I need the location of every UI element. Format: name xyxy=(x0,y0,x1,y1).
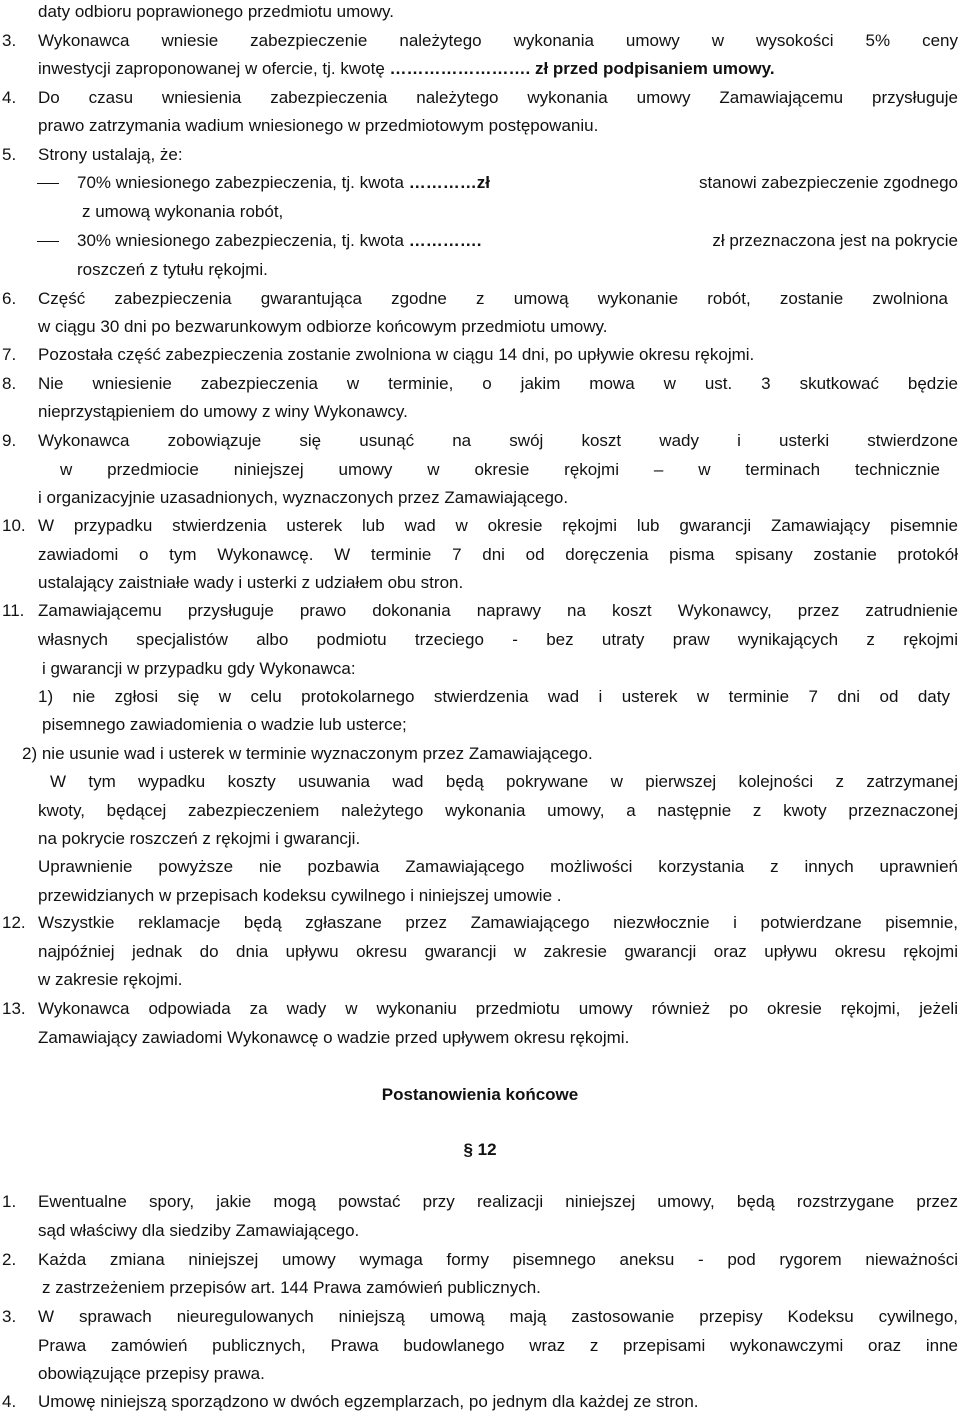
item-number: 2. xyxy=(2,1250,17,1269)
text-line xyxy=(77,230,958,252)
text-line: własnych specjalistów albo podmiotu trzeciego - bez utraty praw wynikających z rękojmi xyxy=(38,630,958,649)
text-line: najpóźniej jednak do dnia upływu okresu gwarancji w zakresie gwarancji oraz upływu okresu rękojmi xyxy=(38,942,958,961)
section-title: Postanowienia końcowe xyxy=(381,1085,579,1104)
text-line: Prawa zamówień publicznych, Prawa budowlanego wraz z przepisami wykonawczymi oraz inne xyxy=(38,1336,958,1355)
text-line: 2) nie usunie wad i usterek w terminie wyznaczonym przez Zamawiającego. xyxy=(22,744,593,763)
text-line: W przypadku stwierdzenia usterek lub wad w okresie rękojmi lub gwarancji Zamawiający pisemnie xyxy=(38,516,958,535)
text-line: Wykonawca odpowiada za wady w wykonaniu przedmiotu umowy również po okresie rękojmi, jeżeli xyxy=(38,999,958,1018)
item-number: 5. xyxy=(2,145,17,164)
text-fragment: inwestycji zaproponowanej w ofercie, tj. kwotę xyxy=(38,59,385,78)
text-line: przewidzianych w przepisach kodeksu cywilnego i niniejszej umowie . xyxy=(38,886,562,905)
text-line: Nie wniesienie zabezpieczenia w terminie, o jakim mowa w ust. 3 skutkować będzie xyxy=(38,374,958,393)
item-number: 4. xyxy=(2,1392,17,1411)
text-line: w zakresie rękojmi. xyxy=(38,970,183,989)
text-line: Strony ustalają, że: xyxy=(38,145,183,164)
dash-bullet xyxy=(37,241,59,242)
text-line: sąd właściwy dla siedziby Zamawiającego. xyxy=(38,1221,360,1240)
text-line: daty odbioru poprawionego przedmiotu umowy. xyxy=(38,2,394,21)
text-line: z zastrzeżeniem przepisów art. 144 Prawa zamówień publicznych. xyxy=(42,1278,541,1297)
dash-bullet xyxy=(37,183,59,184)
text-line: Zamawiający zawiadomi Wykonawcę o wadzie przed upływem okresu rękojmi. xyxy=(38,1028,630,1047)
text-line: obowiązujące przepisy prawa. xyxy=(38,1364,265,1383)
text-line: prawo zatrzymania wadium wniesionego w przedmiotowym postępowaniu. xyxy=(38,116,599,135)
text-fragment: 30% wniesionego zabezpieczenia, tj. kwota …………. xyxy=(77,231,482,250)
item-number: 1. xyxy=(2,1192,17,1211)
item-number: 9. xyxy=(2,431,17,450)
amount-blank: ……………………. zł przed podpisaniem umowy. xyxy=(389,59,775,78)
text-line: pisemnego zawiadomienia o wadzie lub usterce; xyxy=(42,715,407,734)
item-number: 8. xyxy=(2,374,17,393)
text-line: w ciągu 30 dni po bezwarunkowym odbiorze końcowym przedmiotu umowy. xyxy=(38,317,608,336)
item-number: 3. xyxy=(2,31,17,50)
text-line: na pokrycie roszczeń z rękojmi i gwarancji. xyxy=(38,829,361,848)
item-number: 10. xyxy=(2,516,26,535)
text-line: i organizacyjnie uzasadnionych, wyznaczonych przez Zamawiającego. xyxy=(38,488,569,507)
text-line: roszczeń z tytułu rękojmi. xyxy=(77,260,268,279)
text-line: kwoty, będącej zabezpieczeniem należytego wykonania umowy, a następnie z kwoty przeznaczonej xyxy=(38,801,958,820)
item-number: 4. xyxy=(2,88,17,107)
text-fragment: zł przeznaczona jest na pokrycie xyxy=(712,231,958,250)
text-line: ustalający zaistniałe wady i usterki z udziałem obu stron. xyxy=(38,573,464,592)
text-line xyxy=(77,172,958,194)
text-line: W tym wypadku koszty usuwania wad będą pokrywane w pierwszej kolejności z zatrzymanej xyxy=(50,772,958,791)
text-line: nieprzystąpieniem do umowy z winy Wykonawcy. xyxy=(38,402,408,421)
item-number: 7. xyxy=(2,345,17,364)
text-line: 1) nie zgłosi się w celu protokolarnego stwierdzenia wad i usterek w terminie 7 dni od daty xyxy=(38,687,950,706)
item-number: 13. xyxy=(2,999,26,1018)
text-line: Zamawiającemu przysługuje prawo dokonania naprawy na koszt Wykonawcy, przez zatrudnienie xyxy=(38,601,958,620)
text-fragment: 70% wniesionego zabezpieczenia, tj. kwota …………zł xyxy=(77,173,490,192)
text-line: W sprawach nieuregulowanych niniejszą umową mają zastosowanie przepisy Kodeksu cywilnego, xyxy=(38,1307,958,1326)
text-line: Każda zmiana niniejszej umowy wymaga formy pisemnego aneksu - pod rygorem nieważności xyxy=(38,1250,958,1269)
text-line: Część zabezpieczenia gwarantująca zgodne z umową wykonanie robót, zostanie zwolniona xyxy=(38,289,948,308)
text-line: Uprawnienie powyższe nie pozbawia Zamawiającego możliwości korzystania z innych uprawnień xyxy=(38,857,958,876)
item-number: 6. xyxy=(2,289,17,308)
item-number: 3. xyxy=(2,1307,17,1326)
text-line: Ewentualne spory, jakie mogą powstać przy realizacji niniejszej umowy, będą rozstrzygane przez xyxy=(38,1192,958,1211)
text-line: Do czasu wniesienia zabezpieczenia należytego wykonania umowy Zamawiającemu przysługuje xyxy=(38,88,958,107)
text-line: zawiadomi o tym Wykonawcę. W terminie 7 dni od doręczenia pisma spisany zostanie protokół xyxy=(38,545,958,564)
text-line: Wykonawca wniesie zabezpieczenie należytego wykonania umowy w wysokości 5% ceny xyxy=(38,31,958,50)
paragraph-mark: § 12 xyxy=(463,1140,497,1159)
text-line: i gwarancji w przypadku gdy Wykonawca: xyxy=(42,659,356,678)
item-number: 11. xyxy=(2,601,25,620)
item-number: 12. xyxy=(2,913,26,932)
text-line: Umowę niniejszą sporządzono w dwóch egzemplarzach, po jednym dla każdej ze stron. xyxy=(38,1392,699,1411)
text-fragment: stanowi zabezpieczenie zgodnego xyxy=(699,173,958,192)
text-line: Pozostała część zabezpieczenia zostanie zwolniona w ciągu 14 dni, po upływie okresu rękojmi. xyxy=(38,345,755,364)
text-line xyxy=(38,58,775,80)
text-line: Wykonawca zobowiązuje się usunąć na swój koszt wady i usterki stwierdzone xyxy=(38,431,958,450)
text-line: Wszystkie reklamacje będą zgłaszane przez Zamawiającego niezwłocznie i potwierdzane pisemnie, xyxy=(38,913,958,932)
text-line: z umową wykonania robót, xyxy=(82,202,284,221)
text-line: w przedmiocie niniejszej umowy w okresie rękojmi – w terminach technicznie xyxy=(60,460,940,479)
